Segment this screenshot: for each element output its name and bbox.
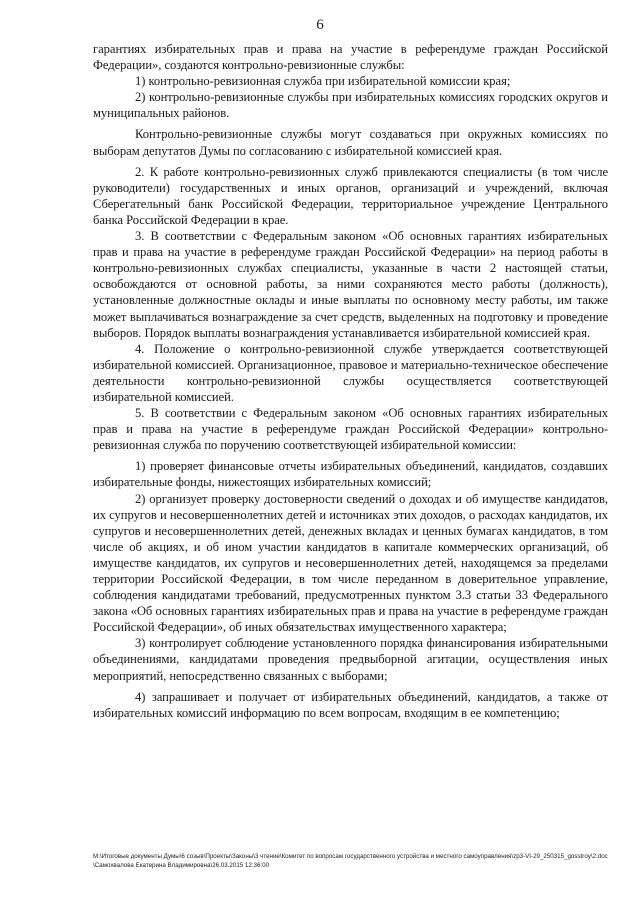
paragraph-continuation: гарантиях избирательных прав и права на участие в референдуме граждан Российской Федерации», создаются контрольно-ревизионные службы: [93, 42, 608, 73]
file-path-footer: M:\Итоговые документы Думы\6 созыв\Проекты\Законы\3 чтение\Комитет по вопросам государственного устройства и местного самоуправления\zp3-VI-29_250315_gosstroy\2.doc\Самохвалова Екатерина Владимировна\26.03.2015 12:36:00 [93, 853, 608, 869]
list-item-reports-check: 1) проверяет финансовые отчеты избирательных объединений, кандидатов, создавших избирательные фонды, нижестоящих избирательных комиссий; [93, 459, 608, 490]
list-item-income-verification: 2) организует проверку достоверности сведений о доходах и об имуществе кандидатов, их супругов и несовершеннолетних детей и источниках этих доходов, о расходах кандидатов, их супругов и несовершеннолетних детей, денежных вкладах и ценных бумагах кандидатов, в том числе об акциях, и об ином участии кандидатов в капитале коммерческих организаций, об имуществе кандидатов, их супругов и несовершеннолетних детей, находящемся за пределами территории Российской Федерации, в том числе переданном в доверительное управление, соблюдения кандидатами требований, предусмотренных пунктом 3.3 статьи 33 Федерального закона «Об основных гарантиях избирательных прав и права на участие в референдуме граждан Российской Федерации», об иных обязательствах имущественного характера; [93, 491, 608, 635]
list-item-municipal-services: 2) контрольно-ревизионные службы при избирательных комиссиях городских округов и муниципальных районов. [93, 90, 608, 121]
paragraph-district-commissions: Контрольно-ревизионные службы могут создаваться при окружных комиссиях по выборам депутатов Думы по согласованию с избирательной комиссией края. [93, 127, 608, 158]
paragraph-part-3: 3. В соответствии с Федеральным законом «Об основных гарантиях избирательных прав и права на участие в референдуме граждан Российской Федерации» на период работы в контрольно-ревизионных службах специалисты, указанные в части 2 настоящей статьи, освобождаются от основной работы, за ними сохраняются место работы (должность), установленные должностные оклады и иные выплаты по основному месту работы, им также может выплачиваться вознаграждение за счет средств, выделенных на подготовку и проведение выборов. Порядок выплаты вознаграждения устанавливается избирательной комиссией края. [93, 229, 608, 340]
paragraph-part-2: 2. К работе контрольно-ревизионных служб привлекаются специалисты (в том числе руководители) государственных и иных органов, организаций и учреждений, включая Сберегательный банк Российской Федерации, территориальное учреждение Центрального банка Российской Федерации в крае. [93, 164, 608, 227]
paragraph-part-5: 5. В соответствии с Федеральным законом «Об основных гарантиях избирательных прав и права на участие в референдуме граждан Российской Федерации» контрольно-ревизионная служба по поручению соответствующей избирательной комиссии: [93, 406, 608, 453]
list-item-financing-control: 3) контролирует соблюдение установленного порядка финансирования избирательными объединениями, кандидатами проведения предвыборной агитации, осуществления иных мероприятий, непосредственно связанных с выборами; [93, 636, 608, 683]
paragraph-part-4: 4. Положение о контрольно-ревизионной службе утверждается соответствующей избирательной комиссией. Организационное, правовое и материально-техническое обеспечение деятельности контрольно-ревизионной службы осуществляется соответствующей избирательной комиссией. [93, 341, 608, 404]
document-body [93, 41, 608, 721]
list-item-krai-service: 1) контрольно-ревизионная служба при избирательной комиссии края; [135, 74, 511, 89]
page-number: 6 [316, 17, 324, 33]
list-item-information-requests: 4) запрашивает и получает от избирательных объединений, кандидатов, а также от избирательных комиссий информацию по всем вопросам, входящим в ее компетенцию; [93, 689, 608, 720]
